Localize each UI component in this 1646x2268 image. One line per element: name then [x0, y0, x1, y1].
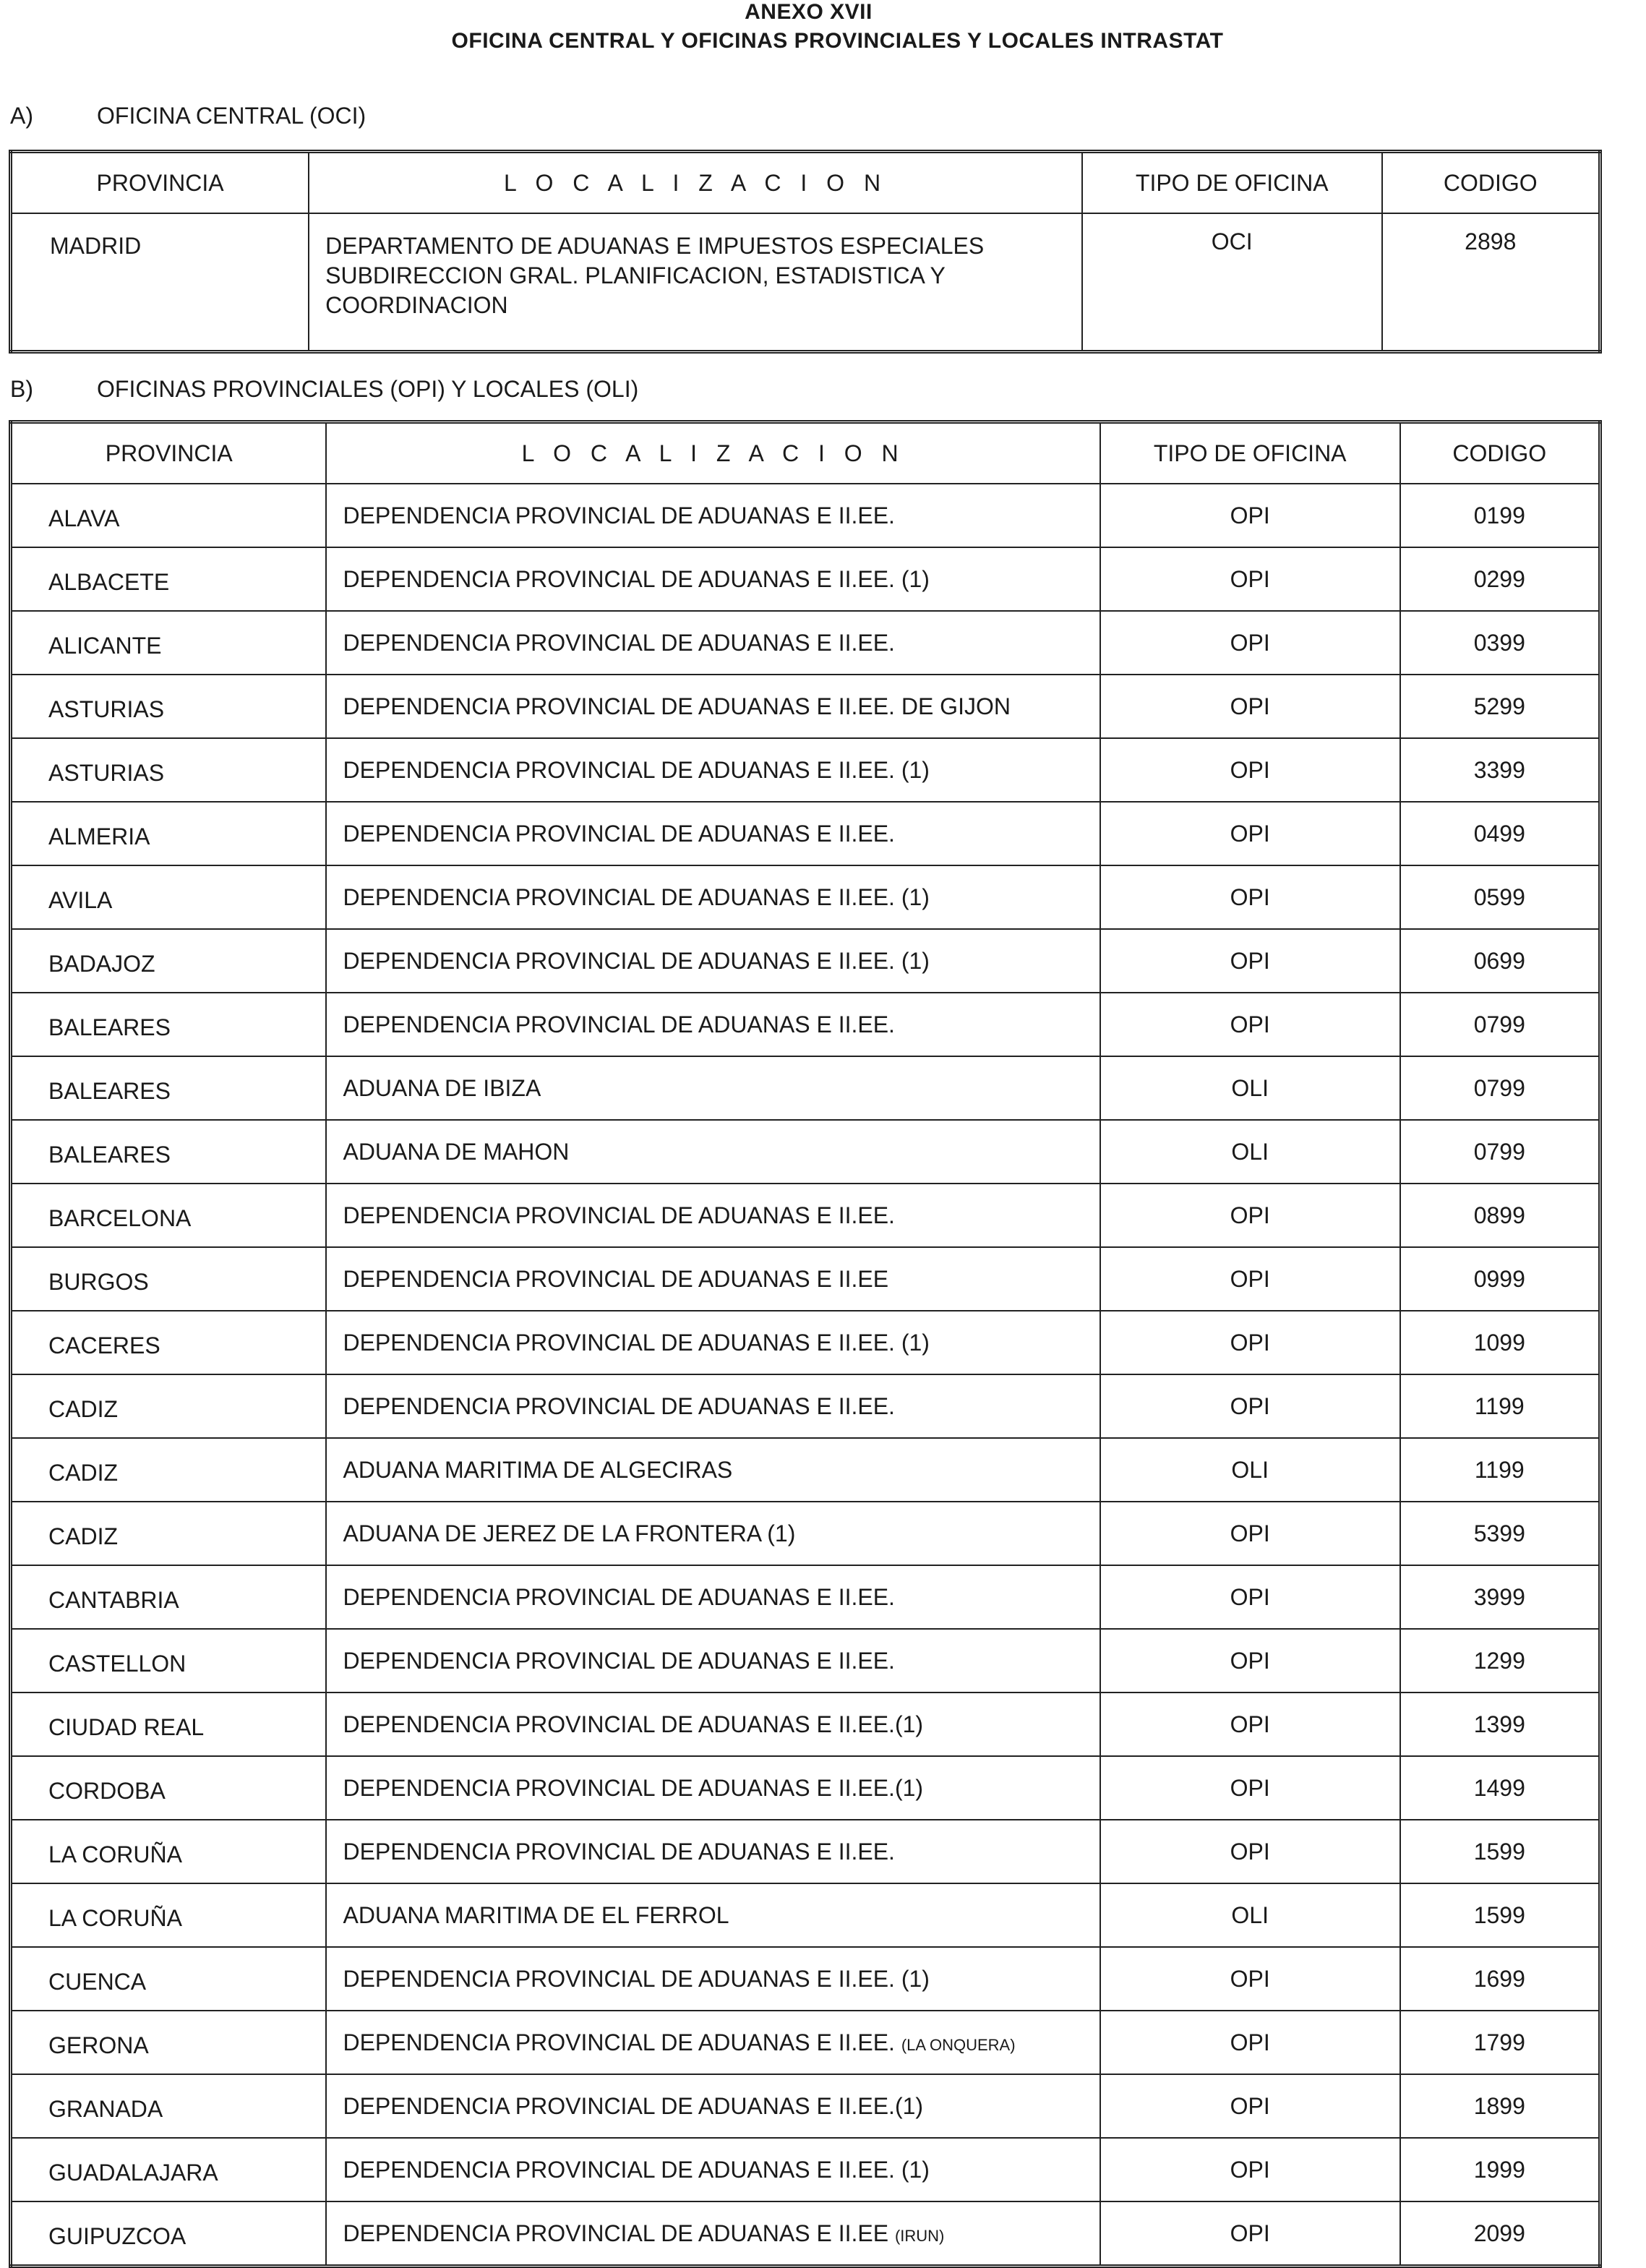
cell-tipo: OLI	[1100, 1056, 1400, 1120]
table-row	[11, 213, 1600, 352]
cell-codigo: 0999	[1400, 1247, 1600, 1311]
cell-tipo: OPI	[1100, 1374, 1400, 1438]
cell-provincia: BADAJOZ	[11, 929, 327, 993]
cell-provincia: CADIZ	[11, 1374, 327, 1438]
cell-localizacion	[326, 1883, 1100, 1947]
cell-provincia: CADIZ	[11, 1438, 327, 1502]
cell-tipo: OPI	[1100, 802, 1400, 865]
localizacion-text: DEPENDENCIA PROVINCIAL DE ADUANAS E II.EE	[343, 2220, 889, 2246]
cell-tipo: OPI	[1100, 2138, 1400, 2201]
localizacion-text: DEPENDENCIA PROVINCIAL DE ADUANAS E II.EE. (1)	[343, 1965, 930, 1992]
cell-tipo: OPI	[1100, 1947, 1400, 2011]
section-b-label: OFICINAS PROVINCIALES (OPI) Y LOCALES (OLI)	[97, 376, 639, 402]
cell-localizacion	[326, 1120, 1100, 1184]
table-row	[11, 802, 1600, 865]
cell-codigo: 1199	[1400, 1438, 1600, 1502]
cell-codigo: 0199	[1400, 484, 1600, 547]
cell-codigo: 0299	[1400, 547, 1600, 611]
cell-codigo: 1099	[1400, 1311, 1600, 1374]
cell-localizacion	[326, 547, 1100, 611]
document-title: ANEXO XVII	[745, 0, 873, 24]
localizacion-text: DEPENDENCIA PROVINCIAL DE ADUANAS E II.EE.	[343, 1011, 895, 1037]
table-row	[11, 993, 1600, 1056]
table-row	[11, 1502, 1600, 1565]
cell-localizacion	[326, 1502, 1100, 1565]
table-row	[11, 675, 1600, 738]
header-codigo: CODIGO	[1400, 422, 1600, 484]
cell-tipo: OPI	[1100, 1820, 1400, 1883]
cell-provincia: ALMERIA	[11, 802, 327, 865]
cell-codigo: 3999	[1400, 1565, 1600, 1629]
provincial-offices-body	[11, 484, 1600, 2267]
cell-provincia: BARCELONA	[11, 1184, 327, 1247]
table-row	[11, 1184, 1600, 1247]
cell-tipo: OPI	[1100, 1565, 1400, 1629]
localizacion-line: COORDINACION	[325, 292, 508, 318]
cell-tipo: OLI	[1100, 1120, 1400, 1184]
table-row	[11, 1629, 1600, 1693]
cell-provincia: ALBACETE	[11, 547, 327, 611]
cell-localizacion	[326, 675, 1100, 738]
cell-localizacion	[326, 1756, 1100, 1820]
table-row	[11, 1693, 1600, 1756]
cell-codigo: 1299	[1400, 1629, 1600, 1693]
section-b-heading	[10, 376, 638, 403]
table-row	[11, 1883, 1600, 1947]
cell-codigo: 5299	[1400, 675, 1600, 738]
localizacion-text: DEPENDENCIA PROVINCIAL DE ADUANAS E II.EE.	[343, 502, 895, 529]
localizacion-line: DEPARTAMENTO DE ADUANAS E IMPUESTOS ESPECIALES	[325, 233, 985, 259]
cell-codigo: 0499	[1400, 802, 1600, 865]
table-row	[11, 484, 1600, 547]
cell-codigo: 1199	[1400, 1374, 1600, 1438]
cell-localizacion	[326, 484, 1100, 547]
cell-tipo: OLI	[1100, 1883, 1400, 1947]
cell-codigo: 1699	[1400, 1947, 1600, 2011]
cell-provincia: LA CORUÑA	[11, 1883, 327, 1947]
cell-tipo: OPI	[1100, 1311, 1400, 1374]
cell-tipo: OPI	[1100, 1693, 1400, 1756]
header-provincia: PROVINCIA	[11, 152, 309, 214]
localizacion-text: DEPENDENCIA PROVINCIAL DE ADUANAS E II.EE.(1)	[343, 2092, 924, 2119]
cell-localizacion	[326, 1311, 1100, 1374]
section-a-heading	[10, 103, 366, 129]
table-row	[11, 611, 1600, 675]
header-tipo: TIPO DE OFICINA	[1082, 152, 1382, 214]
cell-provincia: ALAVA	[11, 484, 327, 547]
table-row	[11, 2201, 1600, 2267]
cell-localizacion	[326, 738, 1100, 802]
cell-tipo: OPI	[1100, 2201, 1400, 2267]
table-header-row	[11, 422, 1600, 484]
cell-provincia: GRANADA	[11, 2074, 327, 2138]
header-tipo: TIPO DE OFICINA	[1100, 422, 1400, 484]
cell-localizacion	[326, 993, 1100, 1056]
cell-provincia: CUENCA	[11, 1947, 327, 2011]
cell-codigo: 0899	[1400, 1184, 1600, 1247]
table-row	[11, 738, 1600, 802]
cell-codigo: 2099	[1400, 2201, 1600, 2267]
cell-localizacion	[326, 2011, 1100, 2074]
cell-localizacion	[326, 1438, 1100, 1502]
cell-tipo: OPI	[1100, 611, 1400, 675]
cell-provincia: ASTURIAS	[11, 675, 327, 738]
localizacion-text: ADUANA MARITIMA DE ALGECIRAS	[343, 1456, 733, 1483]
cell-localizacion	[326, 1693, 1100, 1756]
localizacion-text: DEPENDENCIA PROVINCIAL DE ADUANAS E II.EE. (1)	[343, 756, 930, 783]
cell-provincia: LA CORUÑA	[11, 1820, 327, 1883]
table-row	[11, 1374, 1600, 1438]
cell-provincia: BURGOS	[11, 1247, 327, 1311]
cell-localizacion	[326, 802, 1100, 865]
cell-provincia: CADIZ	[11, 1502, 327, 1565]
table-row	[11, 1120, 1600, 1184]
cell-tipo: OPI	[1100, 547, 1400, 611]
localizacion-text: DEPENDENCIA PROVINCIAL DE ADUANAS E II.EE.(1)	[343, 1711, 924, 1737]
cell-localizacion	[326, 1629, 1100, 1693]
cell-provincia: BALEARES	[11, 993, 327, 1056]
cell-codigo: 5399	[1400, 1502, 1600, 1565]
cell-localizacion	[326, 1247, 1100, 1311]
localizacion-text: DEPENDENCIA PROVINCIAL DE ADUANAS E II.EE.	[343, 1202, 895, 1228]
localizacion-line: SUBDIRECCION GRAL. PLANIFICACION, ESTADISTICA Y	[325, 262, 946, 288]
cell-codigo: 3399	[1400, 738, 1600, 802]
table-row	[11, 1820, 1600, 1883]
cell-localizacion	[326, 1374, 1100, 1438]
cell-provincia: ALICANTE	[11, 611, 327, 675]
localizacion-text: ADUANA DE IBIZA	[343, 1074, 541, 1101]
localizacion-text: DEPENDENCIA PROVINCIAL DE ADUANAS E II.EE. (1)	[343, 2156, 930, 2183]
localizacion-text: DEPENDENCIA PROVINCIAL DE ADUANAS E II.EE.	[343, 1838, 895, 1865]
cell-localizacion	[326, 1056, 1100, 1120]
cell-tipo: OCI	[1082, 213, 1382, 352]
cell-tipo: OPI	[1100, 1756, 1400, 1820]
cell-localizacion	[309, 213, 1082, 352]
table-row	[11, 1438, 1600, 1502]
localizacion-text: DEPENDENCIA PROVINCIAL DE ADUANAS E II.EE	[343, 1265, 889, 1292]
localizacion-text: DEPENDENCIA PROVINCIAL DE ADUANAS E II.EE.	[343, 2029, 895, 2055]
cell-tipo: OPI	[1100, 1184, 1400, 1247]
cell-provincia: CANTABRIA	[11, 1565, 327, 1629]
cell-provincia: GUIPUZCOA	[11, 2201, 327, 2267]
cell-provincia: CORDOBA	[11, 1756, 327, 1820]
cell-codigo: 0699	[1400, 929, 1600, 993]
cell-localizacion	[326, 1565, 1100, 1629]
localizacion-text: DEPENDENCIA PROVINCIAL DE ADUANAS E II.EE.(1)	[343, 1774, 924, 1801]
cell-tipo: OPI	[1100, 484, 1400, 547]
cell-codigo: 2898	[1382, 213, 1600, 352]
table-row	[11, 1247, 1600, 1311]
localizacion-text: DEPENDENCIA PROVINCIAL DE ADUANAS E II.EE.	[343, 629, 895, 656]
cell-provincia: GUADALAJARA	[11, 2138, 327, 2201]
cell-codigo: 1899	[1400, 2074, 1600, 2138]
cell-codigo: 0799	[1400, 1056, 1600, 1120]
table-header-row	[11, 152, 1600, 214]
localizacion-text: ADUANA MARITIMA DE EL FERROL	[343, 1901, 729, 1928]
cell-localizacion	[326, 1184, 1100, 1247]
table-row	[11, 2074, 1600, 2138]
cell-codigo: 1999	[1400, 2138, 1600, 2201]
cell-provincia: BALEARES	[11, 1056, 327, 1120]
cell-codigo: 1799	[1400, 2011, 1600, 2074]
cell-provincia: MADRID	[11, 213, 309, 352]
section-a-letter: A)	[10, 103, 33, 129]
cell-localizacion	[326, 2074, 1100, 2138]
localizacion-text: ADUANA DE MAHON	[343, 1138, 570, 1165]
localizacion-suffix: (LA ONQUERA)	[901, 2035, 1016, 2054]
table-row	[11, 1311, 1600, 1374]
table-row	[11, 2138, 1600, 2201]
localizacion-suffix: (IRUN)	[894, 2226, 945, 2245]
cell-tipo: OPI	[1100, 738, 1400, 802]
cell-localizacion	[326, 1947, 1100, 2011]
cell-codigo: 1599	[1400, 1883, 1600, 1947]
cell-provincia: CASTELLON	[11, 1629, 327, 1693]
cell-tipo: OPI	[1100, 675, 1400, 738]
table-row	[11, 1947, 1600, 2011]
cell-tipo: OLI	[1100, 1438, 1400, 1502]
cell-tipo: OPI	[1100, 1502, 1400, 1565]
localizacion-text: DEPENDENCIA PROVINCIAL DE ADUANAS E II.EE.	[343, 1392, 895, 1419]
cell-localizacion	[326, 2201, 1100, 2267]
cell-codigo: 0399	[1400, 611, 1600, 675]
header-provincia: PROVINCIA	[11, 422, 327, 484]
cell-codigo: 0799	[1400, 1120, 1600, 1184]
cell-tipo: OPI	[1100, 2011, 1400, 2074]
localizacion-text: DEPENDENCIA PROVINCIAL DE ADUANAS E II.EE. DE GIJON	[343, 693, 1011, 719]
cell-codigo: 1599	[1400, 1820, 1600, 1883]
table-row	[11, 1756, 1600, 1820]
localizacion-text: DEPENDENCIA PROVINCIAL DE ADUANAS E II.EE. (1)	[343, 1329, 930, 1356]
cell-codigo: 0799	[1400, 993, 1600, 1056]
table-row	[11, 929, 1600, 993]
cell-tipo: OPI	[1100, 865, 1400, 929]
table-row	[11, 547, 1600, 611]
cell-tipo: OPI	[1100, 1247, 1400, 1311]
cell-tipo: OPI	[1100, 929, 1400, 993]
cell-provincia: CACERES	[11, 1311, 327, 1374]
table-row	[11, 865, 1600, 929]
cell-localizacion	[326, 929, 1100, 993]
cell-localizacion	[326, 865, 1100, 929]
cell-tipo: OPI	[1100, 1629, 1400, 1693]
cell-provincia: CIUDAD REAL	[11, 1693, 327, 1756]
header-localizacion: L O C A L I Z A C I O N	[326, 422, 1100, 484]
provincial-offices-table	[9, 420, 1602, 2268]
header-localizacion: L O C A L I Z A C I O N	[309, 152, 1082, 214]
localizacion-text: DEPENDENCIA PROVINCIAL DE ADUANAS E II.EE. (1)	[343, 947, 930, 974]
localizacion-text: DEPENDENCIA PROVINCIAL DE ADUANAS E II.EE.	[343, 1647, 895, 1674]
cell-provincia: ASTURIAS	[11, 738, 327, 802]
cell-codigo: 0599	[1400, 865, 1600, 929]
table-row	[11, 2011, 1600, 2074]
localizacion-text: DEPENDENCIA PROVINCIAL DE ADUANAS E II.EE. (1)	[343, 565, 930, 592]
table-row	[11, 1565, 1600, 1629]
localizacion-text: DEPENDENCIA PROVINCIAL DE ADUANAS E II.EE. (1)	[343, 883, 930, 910]
cell-localizacion	[326, 1820, 1100, 1883]
cell-tipo: OPI	[1100, 993, 1400, 1056]
central-office-table	[9, 150, 1602, 354]
cell-provincia: GERONA	[11, 2011, 327, 2074]
localizacion-text: DEPENDENCIA PROVINCIAL DE ADUANAS E II.EE.	[343, 820, 895, 847]
localizacion-text: ADUANA DE JEREZ DE LA FRONTERA (1)	[343, 1520, 796, 1546]
cell-provincia: BALEARES	[11, 1120, 327, 1184]
cell-provincia: AVILA	[11, 865, 327, 929]
cell-codigo: 1499	[1400, 1756, 1600, 1820]
header-codigo: CODIGO	[1382, 152, 1600, 214]
document-subtitle: OFICINA CENTRAL Y OFICINAS PROVINCIALES Y LOCALES INTRASTAT	[451, 29, 1224, 53]
localizacion-text: DEPENDENCIA PROVINCIAL DE ADUANAS E II.EE.	[343, 1583, 895, 1610]
section-b-letter: B)	[10, 376, 33, 402]
section-a-label: OFICINA CENTRAL (OCI)	[97, 103, 367, 129]
cell-localizacion	[326, 611, 1100, 675]
cell-localizacion	[326, 2138, 1100, 2201]
cell-codigo: 1399	[1400, 1693, 1600, 1756]
cell-tipo: OPI	[1100, 2074, 1400, 2138]
table-row	[11, 1056, 1600, 1120]
